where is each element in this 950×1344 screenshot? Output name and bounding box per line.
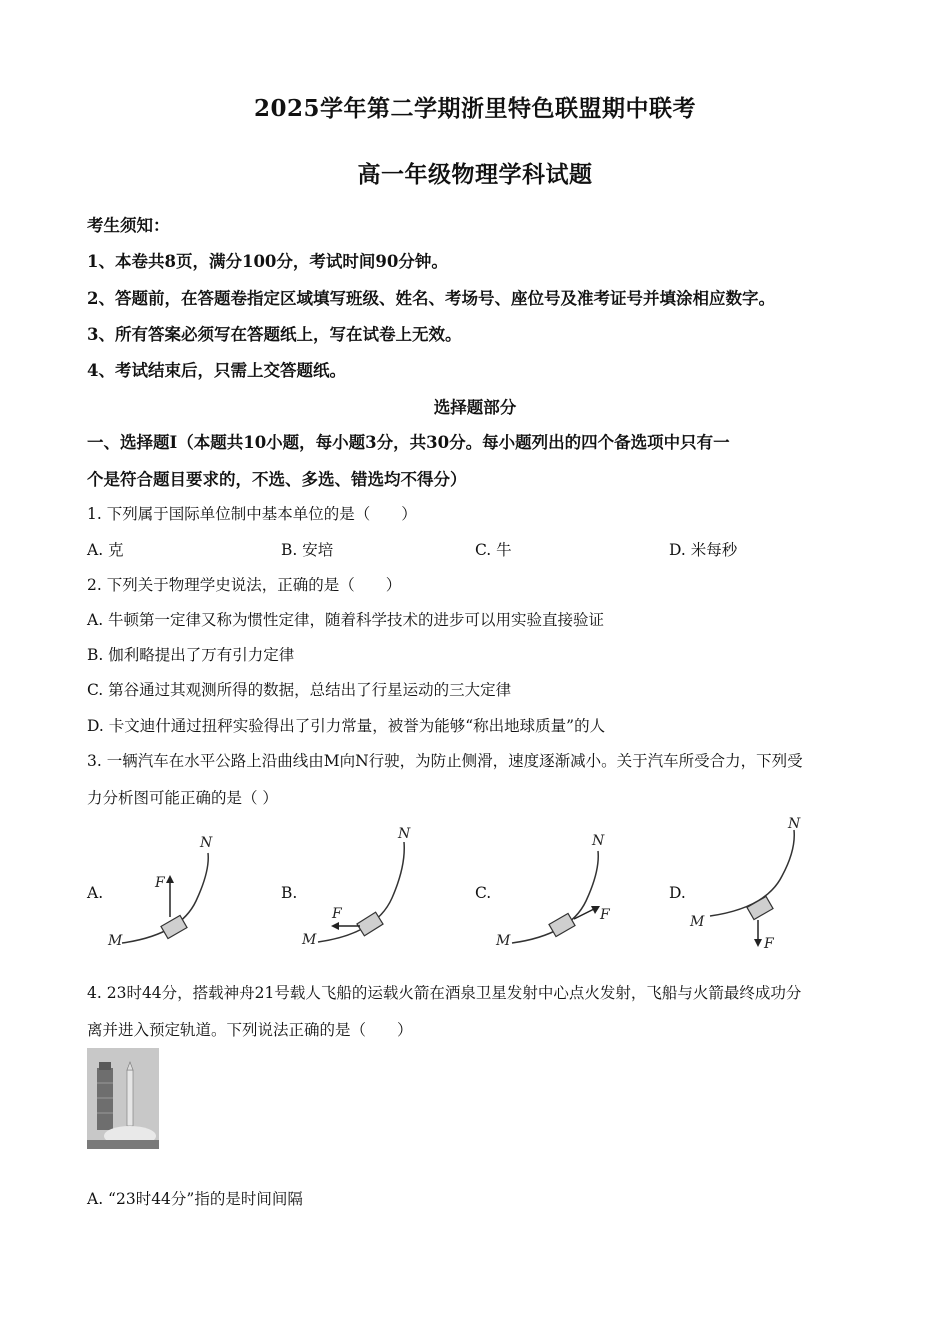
figure-b-label: B. bbox=[281, 884, 298, 902]
question-4-stem-line1: 4. 23时44分，搭载神舟21号载人飞船的运载火箭在酒泉卫星发射中心点火发射，飞船与火箭最终成功分 bbox=[87, 984, 802, 1002]
point-n-label: N bbox=[592, 833, 605, 849]
point-m-label: M bbox=[496, 933, 511, 949]
notice-item-4: 4、考试结束后，只需上交答题纸。 bbox=[87, 361, 346, 380]
figure-c-diagram bbox=[490, 825, 630, 955]
force-label: F bbox=[332, 906, 342, 922]
figure-a-diagram bbox=[100, 825, 230, 955]
question-1-option-a: A. 克 bbox=[87, 541, 124, 559]
question-1-stem: 1. 下列属于国际单位制中基本单位的是（ ） bbox=[87, 505, 417, 523]
question-4-option-a: A. “23时44分”指的是时间间隔 bbox=[87, 1190, 303, 1208]
point-n-label: N bbox=[200, 835, 213, 851]
question-2-option-b: B. 伽利略提出了万有引力定律 bbox=[87, 646, 295, 664]
car-block bbox=[549, 913, 575, 936]
figure-a-label: A. bbox=[87, 884, 104, 902]
point-m-label: M bbox=[108, 933, 123, 949]
question-2-option-c: C. 第谷通过其观测所得的数据，总结出了行星运动的三大定律 bbox=[87, 681, 512, 699]
figure-d-label: D. bbox=[669, 884, 686, 902]
question-2-option-a: A. 牛顿第一定律又称为惯性定律，随着科学技术的进步可以用实验直接验证 bbox=[87, 611, 605, 629]
part-title: 选择题部分 bbox=[433, 398, 517, 417]
question-1-option-d: D. 米每秒 bbox=[669, 541, 738, 559]
trajectory-curve bbox=[710, 830, 794, 916]
figure-d-diagram bbox=[684, 812, 824, 957]
car-block bbox=[747, 896, 773, 919]
question-1-option-b: B. 安培 bbox=[281, 541, 334, 559]
figure-c-label: C. bbox=[475, 884, 492, 902]
force-label: F bbox=[155, 875, 165, 891]
point-n-label: N bbox=[398, 826, 411, 842]
question-3-stem-line2: 力分析图可能正确的是（ ） bbox=[87, 789, 278, 807]
force-arrowhead bbox=[166, 875, 174, 883]
force-arrowhead bbox=[754, 939, 762, 947]
question-3-stem-line1: 3. 一辆汽车在水平公路上沿曲线由M向N行驶，为防止侧滑，速度逐渐减小。关于汽车所受合力，下列受 bbox=[87, 752, 803, 770]
rocket-launch-photo bbox=[87, 1048, 159, 1149]
section-heading-line2: 个是符合题目要求的，不选、多选、错选均不得分） bbox=[87, 470, 467, 489]
figure-b-diagram bbox=[296, 820, 426, 955]
rocket-launch-illustration bbox=[87, 1048, 159, 1149]
question-2-stem: 2. 下列关于物理学史说法，正确的是（ ） bbox=[87, 576, 402, 594]
exam-title: 2025学年第二学期浙里特色联盟期中联考 bbox=[253, 95, 696, 122]
point-m-label: M bbox=[690, 914, 705, 930]
question-1-option-c: C. 牛 bbox=[475, 541, 512, 559]
question-4-stem-line2: 离并进入预定轨道。下列说法正确的是（ ） bbox=[87, 1021, 413, 1039]
force-label: F bbox=[600, 907, 610, 923]
question-2-option-d: D. 卡文迪什通过扭秤实验得出了引力常量，被誉为能够“称出地球质量”的人 bbox=[87, 717, 606, 735]
force-label: F bbox=[764, 936, 774, 952]
rocket-body bbox=[127, 1070, 133, 1126]
force-arrowhead bbox=[331, 922, 339, 930]
notice-item-2: 2、答题前，在答题卷指定区域填写班级、姓名、考场号、座位号及准考证号并填涂相应数字。 bbox=[87, 289, 775, 308]
notice-item-3: 3、所有答案必须写在答题纸上，写在试卷上无效。 bbox=[87, 325, 462, 344]
launch-tower bbox=[97, 1068, 113, 1130]
section-heading-line1: 一、选择题Ⅰ（本题共10小题，每小题3分，共30分。每小题列出的四个备选项中只有一 bbox=[87, 433, 730, 452]
notice-heading: 考生须知： bbox=[87, 216, 170, 235]
point-n-label: N bbox=[788, 816, 801, 832]
notice-item-1: 1、本卷共8页，满分100分，考试时间90分钟。 bbox=[87, 252, 448, 271]
point-m-label: M bbox=[302, 932, 317, 948]
exam-subtitle: 高一年级物理学科试题 bbox=[357, 161, 593, 188]
